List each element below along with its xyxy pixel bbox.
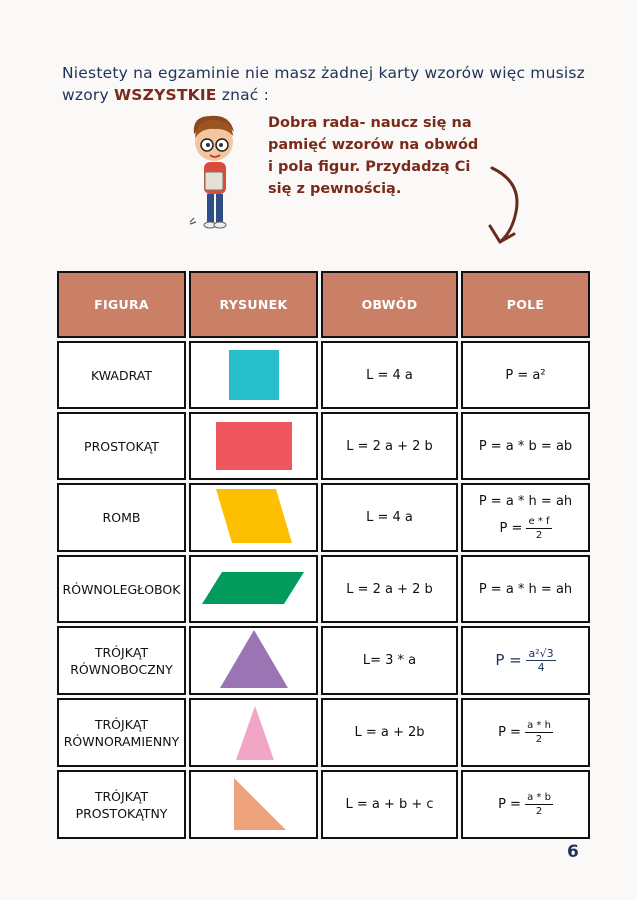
figure-name: RÓWNOLEGŁOBOK <box>57 555 186 623</box>
intro-text <box>62 62 592 106</box>
rectangle-shape <box>194 415 314 475</box>
table-row <box>57 626 590 695</box>
fraction-denominator: 2 <box>535 806 543 817</box>
table-row <box>57 483 590 552</box>
fraction <box>525 719 553 746</box>
area-formula <box>461 698 590 767</box>
area-formula-fraction-line <box>463 515 588 542</box>
intro-line-2 <box>62 84 592 106</box>
fraction <box>526 515 551 542</box>
parallelogram-shape <box>194 558 314 618</box>
fraction <box>525 791 553 818</box>
intro-line-2-prefix: wzory <box>62 86 114 104</box>
figure-drawing <box>189 555 318 623</box>
area-formula: P = a² <box>461 341 590 409</box>
figure-drawing <box>189 698 318 767</box>
advice-line: Dobra rada- naucz się na <box>268 115 472 131</box>
intro-line-2-suffix: znać : <box>216 86 270 104</box>
perimeter-formula: L = a + 2b <box>321 698 458 767</box>
area-prefix: P = <box>495 651 527 669</box>
area-formula: P = a * h = ah <box>461 555 590 623</box>
curved-arrow-icon <box>478 160 528 250</box>
area-formula <box>461 626 590 695</box>
table-row <box>57 555 590 623</box>
perimeter-formula: L = a + b + c <box>321 770 458 839</box>
fraction-numerator: a²√3 <box>528 647 554 660</box>
figure-drawing <box>189 770 318 839</box>
advice-text <box>268 112 488 200</box>
figure-drawing <box>189 341 318 409</box>
equilateral-triangle-shape <box>194 628 314 690</box>
fraction-numerator: a * b <box>527 792 551 803</box>
perimeter-formula: L = 2 a + 2 b <box>321 412 458 480</box>
header-rysunek: RYSUNEK <box>189 271 318 338</box>
table-row <box>57 770 590 839</box>
fraction <box>526 647 555 674</box>
perimeter-formula: L = 2 a + 2 b <box>321 555 458 623</box>
intro-emphasis: WSZYSTKIE <box>113 86 217 104</box>
formula-table <box>54 268 593 842</box>
header-pole: POLE <box>461 271 590 338</box>
figure-name-line: TRÓJKĄT <box>94 716 149 732</box>
rhombus-shape <box>194 485 314 547</box>
figure-name-line: TRÓJKĄT <box>94 644 149 660</box>
figure-drawing <box>189 412 318 480</box>
area-prefix: P = <box>498 797 526 812</box>
area-formula-line: P = a * h = ah <box>478 493 573 509</box>
right-triangle-shape <box>194 772 314 834</box>
perimeter-formula: L = 4 a <box>321 341 458 409</box>
advice-line: się z pewnością. <box>268 181 402 197</box>
fraction-numerator: a * h <box>527 720 551 731</box>
fraction-denominator: 2 <box>535 529 543 541</box>
figure-name-line: RÓWNOBOCZNY <box>70 661 173 677</box>
figure-drawing <box>189 626 318 695</box>
figure-name: ROMB <box>57 483 186 552</box>
fraction-numerator: e * f <box>528 515 550 527</box>
area-prefix: P = <box>499 520 527 536</box>
perimeter-formula: L= 3 * a <box>321 626 458 695</box>
area-formula: P = a * b = ab <box>461 412 590 480</box>
area-formula <box>461 483 590 552</box>
table-row <box>57 341 590 409</box>
isosceles-triangle-shape <box>194 700 314 762</box>
advice-line: i pola figur. Przydadzą Ci <box>268 159 471 175</box>
area-prefix: P = <box>498 725 526 740</box>
figure-name <box>57 626 186 695</box>
fraction-denominator: 4 <box>537 661 545 674</box>
header-obwod: OBWÓD <box>321 271 458 338</box>
boy-illustration <box>182 112 252 234</box>
intro-line-1: Niestety na egzaminie nie masz żadnej karty wzorów więc musisz <box>62 64 586 82</box>
table-header-row <box>57 271 590 338</box>
figure-name <box>57 770 186 839</box>
fraction-denominator: 2 <box>535 734 543 745</box>
figure-name: PROSTOKĄT <box>57 412 186 480</box>
perimeter-formula: L = 4 a <box>321 483 458 552</box>
advice-line: pamięć wzorów na obwód <box>268 137 479 153</box>
figure-name-line: TRÓJKĄT <box>94 788 149 804</box>
table-row <box>57 412 590 480</box>
header-figura: FIGURA <box>57 271 186 338</box>
square-shape <box>194 344 314 404</box>
figure-name: KWADRAT <box>57 341 186 409</box>
page-number: 6 <box>567 842 579 862</box>
figure-name <box>57 698 186 767</box>
area-formula <box>461 770 590 839</box>
figure-name-line: RÓWNORAMIENNY <box>63 733 180 749</box>
figure-name-line: PROSTOKĄTNY <box>75 805 168 821</box>
figure-drawing <box>189 483 318 552</box>
table-row <box>57 698 590 767</box>
